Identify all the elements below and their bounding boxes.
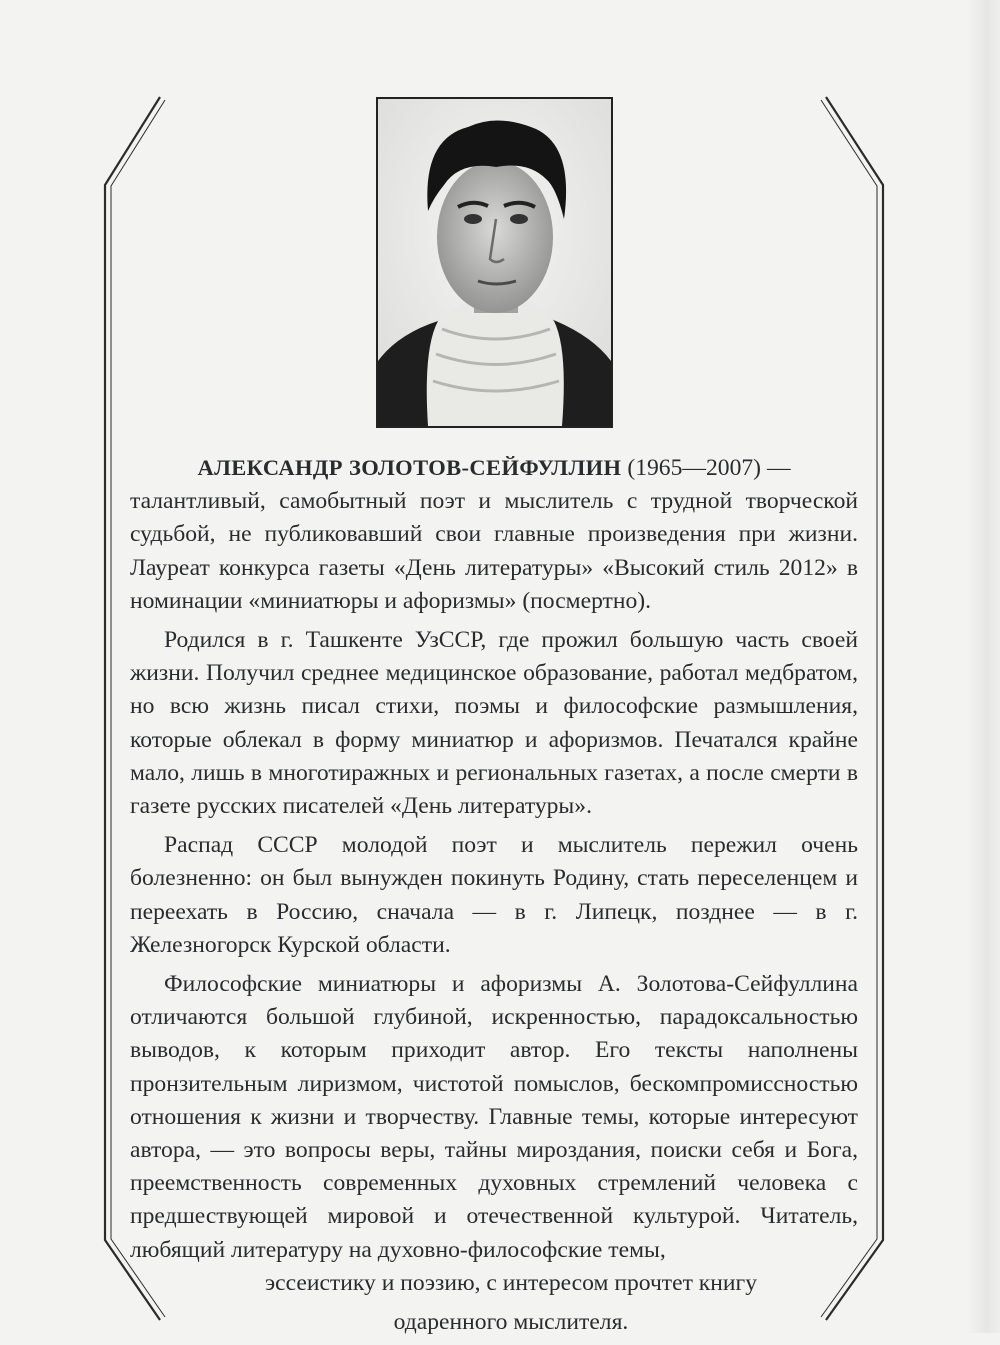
author-years: (1965—2007) — xyxy=(627,455,791,481)
author-heading xyxy=(130,451,858,485)
bio-paragraph-1: талантливый, самобытный поэт и мыслитель с трудной творческой судьбой, не публиковавший свои главные произведения при жизни. Лауреат конкурса газеты «День литературы» «Высокий стиль 2012» в номинации «миниатюры и афоризмы» (посмертно). xyxy=(130,488,858,614)
author-name: АЛЕКСАНДР ЗОЛОТОВ-СЕЙФУЛЛИН xyxy=(197,455,622,480)
bio-paragraph-intro xyxy=(130,451,858,618)
author-biography xyxy=(130,451,858,1345)
author-portrait-photo xyxy=(376,97,613,428)
bio-paragraph-3: Распад СССР молодой поэт и мыслитель пережил очень болезненно: он был вынужден покинуть Родину, стать переселенцем и переехать в Россию, сначала — в г. Липецк, позднее — в г. Железногорск Курской области. xyxy=(130,832,858,958)
bio-paragraph-2: Родился в г. Ташкенте УзССР, где прожил большую часть своей жизни. Получил среднее медицинское образование, работал медбратом, но всю жизнь писал стихи, поэмы и философские размышления, которые облекал в форму миниатюр и афоризмов. Печатался крайне мало, лишь в многотиражных и региональных газетах, а после смерти в газете русских писателей «День литературы». xyxy=(130,627,858,820)
closing-line-2: одаренного мыслителя. xyxy=(393,1309,629,1336)
bio-paragraph-4: Философские миниатюры и афоризмы А. Золотова-Сейфуллина отличаются большой глубиной, искренностью, парадоксальностью выводов, к которым приходит автор. Его тексты наполнены пронзительным лиризмом, чистотой помыслов, бескомпромиссностью отношения к жизни и творчеству. Главные темы, которые интересуют автора, — это вопросы веры, тайны мироздания, поиски себя и Бога, преемственность современных духовных стремлений человека с предшествующей мировой и отечественной культурой. Читатель, любящий литературу на духовно-философские темы, xyxy=(130,971,858,1263)
closing-line-1: эссеистику и поэзию, с интересом прочтет книгу xyxy=(265,1269,757,1296)
